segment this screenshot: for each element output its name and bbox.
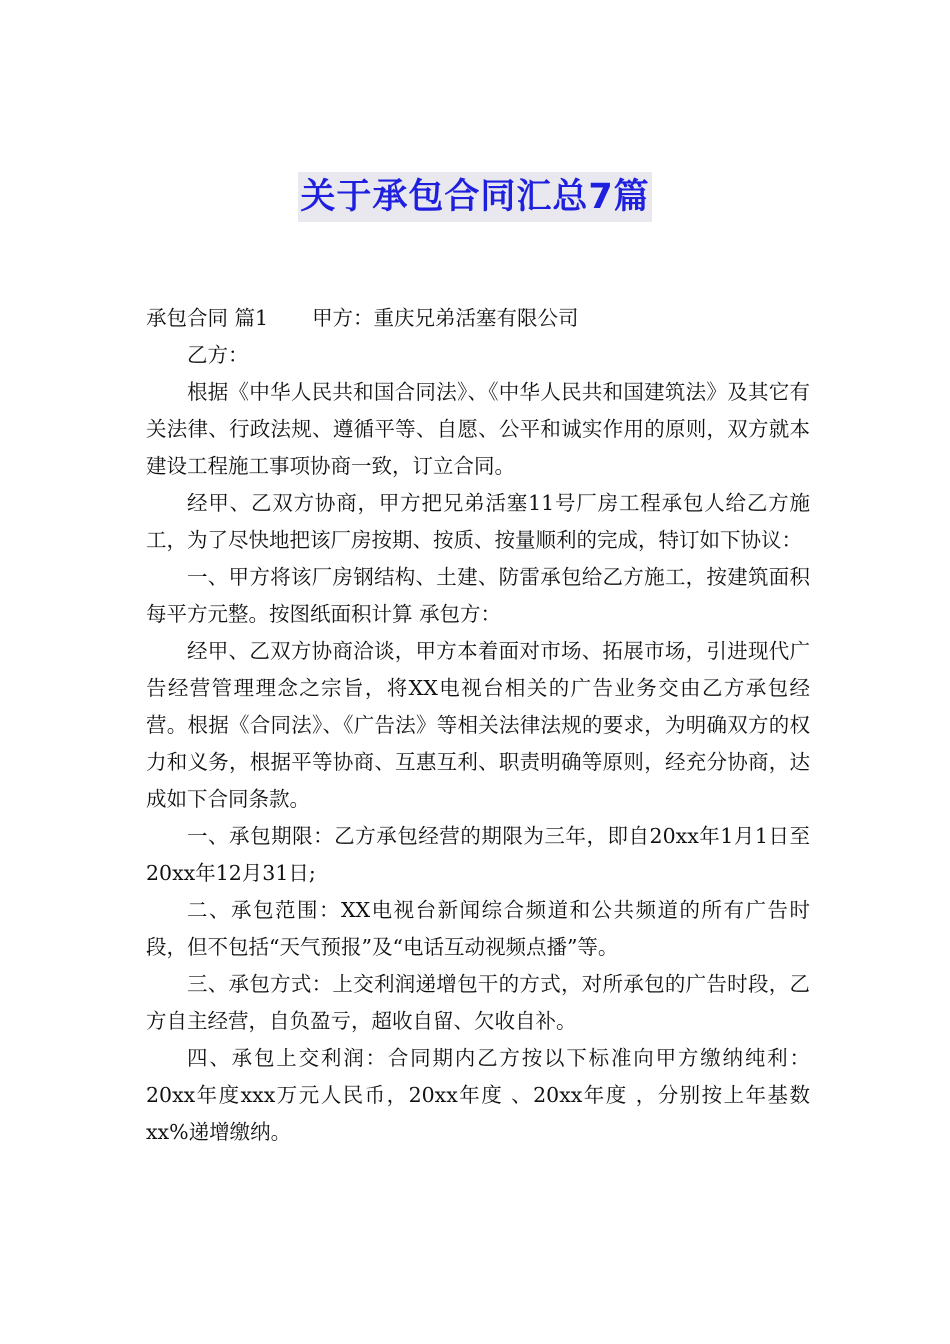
paragraph-legal-basis: 根据《中华人民共和国合同法》、《中华人民共和国建筑法》及其它有关法律、行政法规、遵循平等、自愿、公平和诚实作用的原则，双方就本建设工程施工事项协商一致，订立合同。	[146, 380, 810, 478]
document-title: 关于承包合同汇总7篇	[298, 172, 651, 222]
title-container	[0, 172, 950, 222]
paragraph-profit: 四、承包上交利润：合同期内乙方按以下标准向甲方缴纳纯利：20xx年度xxx万元人民币，20xx年度 、20xx年度 ，分别按上年基数xx%递增缴纳。	[146, 1046, 810, 1144]
paragraph-party-b: 乙方：	[187, 343, 249, 367]
paragraph-scope: 二、承包范围：XX电视台新闻综合频道和公共频道的所有广告时段，但不包括“天气预报”及“电话互动视频点播”等。	[146, 898, 810, 959]
paragraph-clause-1: 一、甲方将该厂房钢结构、土建、防雷承包给乙方施工，按建筑面积每平方元整。按图纸面积计算 承包方：	[146, 565, 810, 626]
paragraph-agreement-intro: 经甲、乙双方协商，甲方把兄弟活塞11号厂房工程承包人给乙方施工，为了尽快地把该厂房按期、按质、按量顺利的完成，特订如下协议：	[146, 491, 810, 552]
paragraph-term: 一、承包期限：乙方承包经营的期限为三年，即自20xx年1月1日至20xx年12月31日;	[146, 824, 810, 885]
paragraph-method: 三、承包方式：上交利润递增包干的方式，对所承包的广告时段，乙方自主经营，自负盈亏，超收自留、欠收自补。	[146, 972, 810, 1033]
paragraph-advertising-intro: 经甲、乙双方协商洽谈，甲方本着面对市场、拓展市场，引进现代广告经营管理理念之宗旨，将XX电视台相关的广告业务交由乙方承包经营。根据《合同法》、《广告法》等相关法律法规的要求，为明确双方的权力和义务，根据平等协商、互惠互利、职责明确等原则，经充分协商，达成如下合同条款。	[146, 639, 810, 811]
heading-line	[146, 300, 810, 337]
document-body	[146, 300, 810, 1151]
section-heading: 承包合同 篇1	[146, 306, 269, 330]
party-a-line: 甲方：重庆兄弟活塞有限公司	[312, 306, 579, 330]
